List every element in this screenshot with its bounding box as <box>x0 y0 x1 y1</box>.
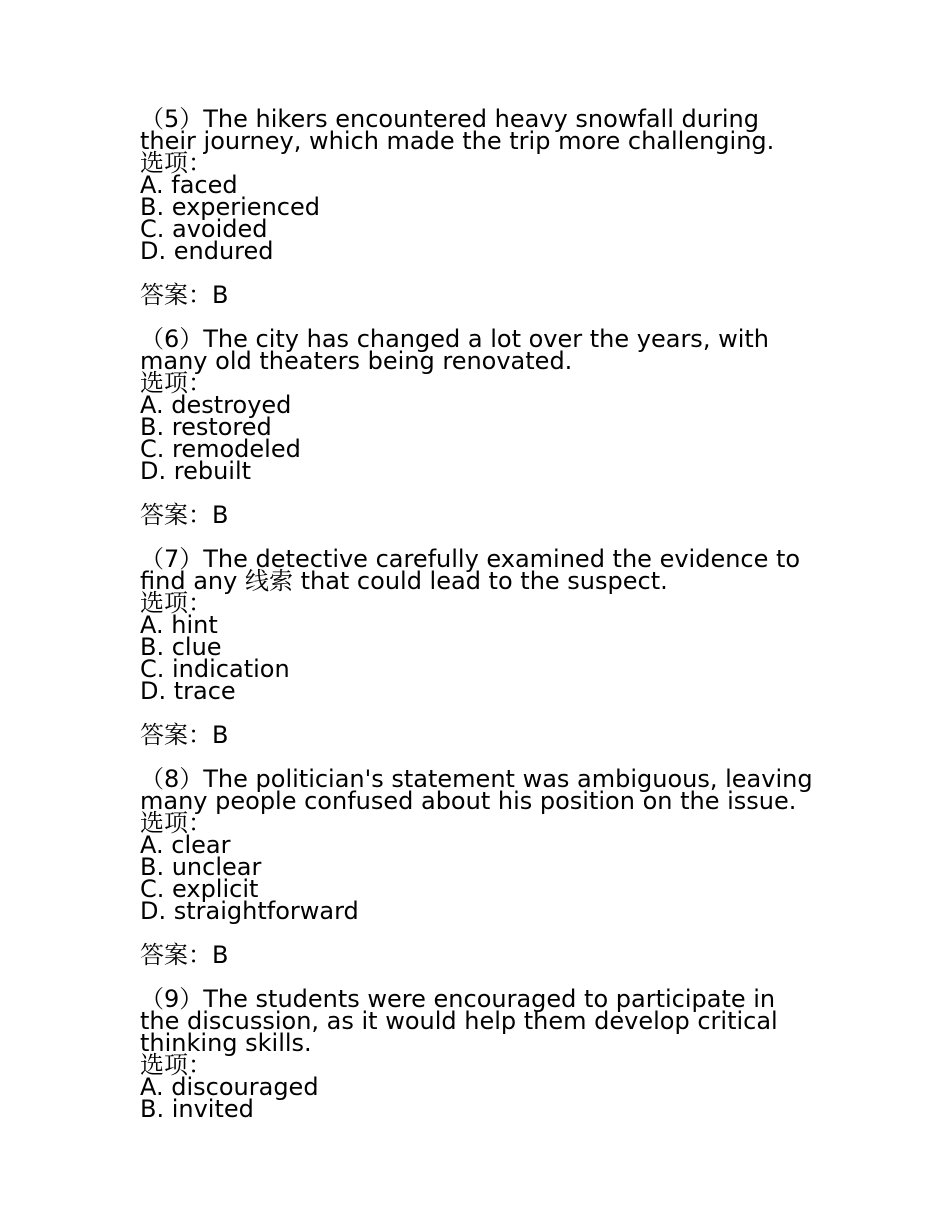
question-text-line: find any 线索 that could lead to the suspect. <box>140 567 668 595</box>
option-d: D. rebuilt <box>140 457 252 485</box>
option-d: D. trace <box>140 677 236 705</box>
option-a: A. clear <box>140 831 231 859</box>
option-a: A. faced <box>140 171 238 199</box>
answer: 答案：B <box>140 501 229 529</box>
options-list <box>140 391 820 485</box>
question-text-line: thinking skills. <box>140 1029 312 1057</box>
question-text <box>140 545 820 595</box>
option-b: B. invited <box>140 1095 254 1123</box>
option-d: D. endured <box>140 237 274 265</box>
question-text <box>140 985 820 1057</box>
option-b: B. restored <box>140 413 272 441</box>
options-label: 选项： <box>140 809 212 837</box>
options-list <box>140 171 820 265</box>
option-c: C. indication <box>140 655 290 683</box>
options-list <box>140 831 820 925</box>
options-label: 选项： <box>140 1051 212 1079</box>
options-label: 选项： <box>140 149 212 177</box>
option-b: B. experienced <box>140 193 320 221</box>
question-text-line: （7）The detective carefully examined the evidence to <box>140 545 801 573</box>
option-b: B. clue <box>140 633 222 661</box>
question-9 <box>140 985 820 1123</box>
options-list <box>140 611 820 705</box>
question-text <box>140 325 820 375</box>
question-6 <box>140 325 820 485</box>
options-label: 选项： <box>140 369 212 397</box>
question-text-line: （6）The city has changed a lot over the years, with <box>140 325 769 353</box>
option-c: C. explicit <box>140 875 259 903</box>
answer: 答案：B <box>140 941 229 969</box>
option-a: A. discouraged <box>140 1073 319 1101</box>
answer: 答案：B <box>140 281 229 309</box>
question-text-line: （8）The politician's statement was ambiguous, leaving <box>140 765 813 793</box>
option-a: A. hint <box>140 611 218 639</box>
question-text-line: many old theaters being renovated. <box>140 347 573 375</box>
question-text-line: their journey, which made the trip more challenging. <box>140 127 775 155</box>
question-text-line: （5）The hikers encountered heavy snowfall during <box>140 105 759 133</box>
option-c: C. remodeled <box>140 435 301 463</box>
document-page <box>140 105 820 1123</box>
option-a: A. destroyed <box>140 391 292 419</box>
question-text <box>140 765 820 815</box>
question-8 <box>140 765 820 925</box>
question-text-line: the discussion, as it would help them develop critical <box>140 1007 778 1035</box>
question-text-line: many people confused about his position on the issue. <box>140 787 797 815</box>
question-text-line: （9）The students were encouraged to participate in <box>140 985 776 1013</box>
question-text <box>140 105 820 155</box>
options-label: 选项： <box>140 589 212 617</box>
answer: 答案：B <box>140 721 229 749</box>
question-7 <box>140 545 820 705</box>
question-5 <box>140 105 820 265</box>
options-list <box>140 1073 820 1123</box>
option-d: D. straightforward <box>140 897 359 925</box>
option-c: C. avoided <box>140 215 268 243</box>
option-b: B. unclear <box>140 853 262 881</box>
